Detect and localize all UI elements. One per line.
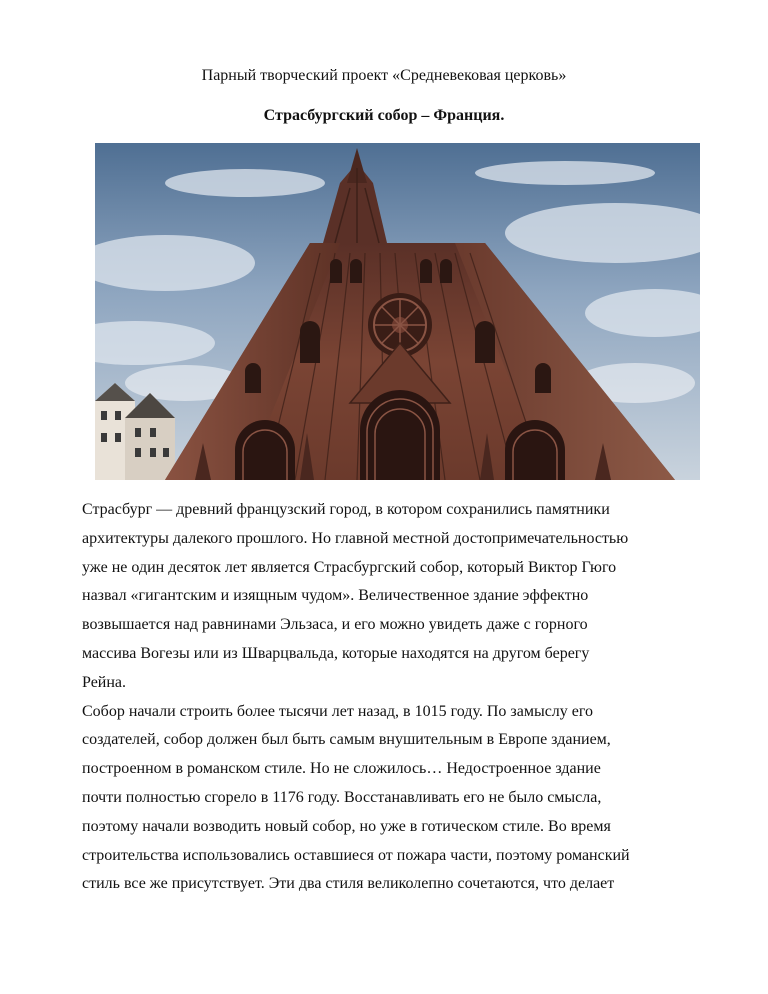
text-line: Собор начали строить более тысячи лет назад, в 1015 году. По замыслу его: [82, 702, 594, 720]
text-line: создателей, собор должен был быть самым внушительным в Европе зданием,: [82, 731, 611, 749]
text-line: Рейна.: [82, 673, 127, 691]
project-title: Парный творческий проект «Средневековая церковь»: [201, 67, 567, 84]
text-line: возвышается над равнинами Эльзаса, и его можно увидеть даже с горного: [82, 616, 588, 634]
page-title: Страсбургский собор – Франция.: [263, 107, 505, 124]
text-line: массива Вогезы или из Шварцвальда, которые находятся на другом берегу: [82, 644, 590, 662]
article-body: [82, 496, 722, 899]
text-line: построенном в романском стиле. Но не сложилось… Недостроенное здание: [82, 760, 601, 778]
paragraph-1: [82, 496, 722, 698]
text-line: архитектуры далекого прошлого. Но главной местной достопримечательностью: [82, 529, 629, 547]
text-line: назвал «гигантским и изящным чудом». Величественное здание эффектно: [82, 587, 589, 605]
text-line: поэтому начали возводить новый собор, но уже в готическом стиле. Во время: [82, 817, 611, 835]
text-line: Страсбург — древний французский город, в котором сохранились памятники: [82, 501, 610, 518]
text-line: почти полностью сгорело в 1176 году. Восстанавливать его не было смысла,: [82, 788, 602, 806]
text-line: стиль все же присутствует. Эти два стиля великолепно сочетаются, что делает: [82, 875, 615, 893]
text-line: уже не один десяток лет является Страсбургский собор, который Виктор Гюго: [82, 558, 617, 576]
cathedral-photo: [95, 143, 700, 480]
text-line: строительства использовались оставшиеся от пожара части, поэтому романский: [82, 846, 630, 864]
paragraph-2: [82, 698, 722, 900]
cathedral-illustration: [95, 143, 700, 480]
